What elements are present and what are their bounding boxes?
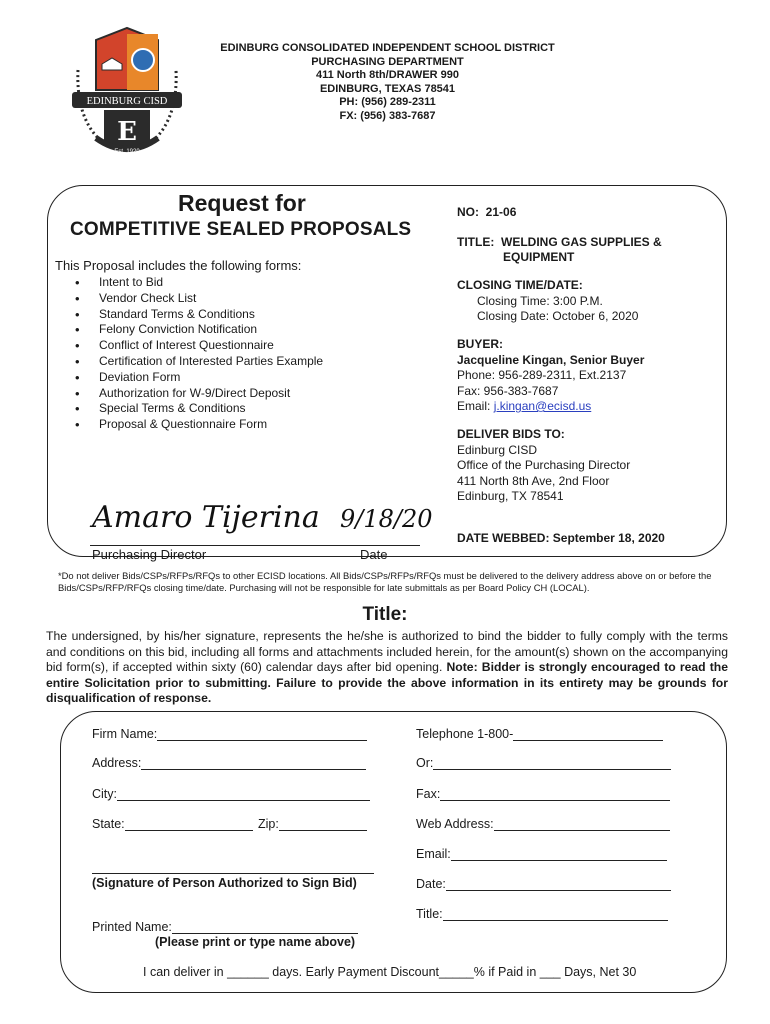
closing-label: CLOSING TIME/DATE:: [457, 278, 583, 292]
form-list-item: • Authorization for W-9/Direct Deposit: [75, 386, 323, 402]
web-address-label: Web Address:: [416, 817, 494, 831]
rfp-number: [457, 205, 516, 219]
closing-date: Closing Date: October 6, 2020: [477, 309, 639, 323]
printed-name-line[interactable]: [172, 921, 358, 934]
rfp-title-value-2: EQUIPMENT: [503, 250, 575, 264]
vendor-date-label: Date:: [416, 877, 446, 891]
deliver-line-1: Edinburg CISD: [457, 442, 538, 457]
director-label: Purchasing Director: [92, 547, 207, 562]
form-list-item: • Standard Terms & Conditions: [75, 307, 323, 323]
seal-letter: E: [117, 117, 137, 147]
deliver-line-4: Edinburg, TX 78541: [457, 489, 564, 503]
rfp-title-line-2: COMPETITIVE SEALED PROPOSALS: [70, 219, 412, 240]
address-line[interactable]: [141, 757, 366, 770]
fax-line: FX: (956) 383-7687: [339, 109, 436, 122]
buyer-label: BUYER:: [457, 337, 504, 351]
vendor-signature-line[interactable]: [92, 873, 374, 874]
signature-line: [90, 545, 420, 546]
form-list-item: • Vendor Check List: [75, 291, 323, 307]
delivery-terms: I can deliver in ______ days. Early Payment Discount_____% if Paid in ___ Days, Net 30: [143, 965, 637, 979]
zip-label: Zip:: [258, 817, 279, 831]
form-list-item: • Proposal & Questionnaire Form: [75, 417, 323, 433]
district-name: EDINBURG CONSOLIDATED INDEPENDENT SCHOOL DISTRICT: [220, 42, 555, 54]
vendor-title-label: Title:: [416, 907, 443, 921]
firm-name-label: Firm Name:: [92, 727, 158, 741]
forms-intro: This Proposal includes the following forms:: [55, 258, 302, 273]
delivery-footnote: *Do not deliver Bids/CSPs/RFPs/RFQs to other ECISD locations. All Bids/CSPs/RFPs/RFQs must be delivered to the delivery address above on or before the Bids/CSPs/RFP/RFQs closing time/date. Purchasing will not be responsible for late submittals as per Board Policy CH (LOCAL).: [58, 570, 712, 593]
deliver-label: DELIVER BIDS TO:: [457, 427, 565, 441]
fax-line[interactable]: [440, 788, 670, 801]
signature-date: 9/18/20: [340, 505, 433, 533]
form-list-item: • Deviation Form: [75, 370, 323, 386]
email-label: Email:: [416, 847, 451, 861]
form-list-item: • Intent to Bid: [75, 275, 323, 291]
state-line[interactable]: [125, 818, 253, 831]
buyer-name: Jacqueline Kingan, Senior Buyer: [457, 352, 645, 367]
city-field[interactable]: [92, 787, 370, 801]
department-name: PURCHASING DEPARTMENT: [311, 55, 464, 68]
rfp-title-line-1: Request for: [178, 190, 306, 216]
rfp-number-value: 21-06: [485, 205, 517, 219]
closing-time: Closing Time: 3:00 P.M.: [477, 293, 603, 308]
state-label: State:: [92, 817, 125, 831]
form-list-item: • Conflict of Interest Questionnaire: [75, 338, 323, 354]
rfp-title: [457, 235, 662, 265]
buyer-email-label: Email:: [457, 399, 491, 413]
firm-name-field[interactable]: [92, 727, 367, 741]
date-webbed: DATE WEBBED: September 18, 2020: [457, 531, 665, 545]
closing-section: [457, 278, 638, 325]
telephone-line[interactable]: [513, 728, 663, 741]
address-line-2: EDINBURG, TEXAS 78541: [319, 82, 456, 95]
date-field[interactable]: [416, 877, 671, 891]
form-list-item: • Special Terms & Conditions: [75, 401, 323, 417]
rfp-title-value-1: WELDING GAS SUPPLIES &: [501, 235, 662, 249]
vendor-signature-caption: (Signature of Person Authorized to Sign Bid): [92, 876, 357, 890]
vendor-certification-title: Title:: [362, 604, 408, 625]
buyer-email-link[interactable]: j.kingan@ecisd.us: [493, 399, 592, 413]
buyer-email-row: [457, 399, 644, 415]
form-list-item: • Felony Conviction Notification: [75, 322, 323, 338]
fax-field[interactable]: [416, 787, 670, 801]
deliver-line-3: 411 North 8th Ave, 2nd Floor: [457, 473, 610, 488]
printed-name-field[interactable]: [92, 920, 358, 934]
buyer-fax: Fax: 956-383-7687: [457, 383, 559, 398]
web-address-field[interactable]: [416, 817, 670, 831]
address-field[interactable]: [92, 756, 366, 770]
firm-name-line[interactable]: [157, 728, 367, 741]
district-header: [200, 42, 575, 123]
vendor-certification-text: [46, 629, 728, 707]
certification-note: Note: Bidder is strongly encouraged to read the entire Solicitation prior to submitting. Failure to provide the above information in its entirety may be grounds for disqualification of response.: [46, 660, 728, 706]
alt-phone-field[interactable]: [416, 756, 671, 770]
vendor-date-line[interactable]: [446, 878, 671, 891]
state-field[interactable]: [92, 817, 253, 831]
rfp-title-label: TITLE:: [457, 235, 495, 249]
deliver-line-2: Office of the Purchasing Director: [457, 458, 631, 472]
seal-banner-text: EDINBURG CISD: [86, 96, 168, 107]
city-line[interactable]: [117, 788, 370, 801]
address-label: Address:: [92, 756, 142, 770]
seal-est: Est. 1920: [114, 149, 140, 155]
district-seal: [68, 20, 186, 160]
vendor-title-line[interactable]: [443, 908, 668, 921]
rfp-number-label: NO:: [457, 205, 479, 219]
email-line[interactable]: [451, 848, 667, 861]
director-signature: Amaro Tijerina: [92, 500, 320, 535]
deliver-section: [457, 427, 630, 505]
printed-name-label: Printed Name:: [92, 920, 172, 934]
certification-text: The undersigned, by his/her signature, represents the he/she is authorized to bind the bidder to fully comply with the terms and conditions on this bid, including all forms and attachments included herein, for the amount(s) shown on the accompanying bid form(s), if accepted within sixty (60) calendar days after bid opening.: [46, 629, 728, 675]
printed-name-caption: (Please print or type name above): [155, 935, 356, 949]
alt-phone-label: Or:: [416, 756, 434, 770]
date-label: Date: [360, 547, 388, 562]
zip-field[interactable]: [258, 817, 367, 831]
telephone-field[interactable]: [416, 727, 663, 741]
phone-line: PH: (956) 289-2311: [339, 96, 436, 108]
form-list-item: • Certification of Interested Parties Example: [75, 354, 323, 370]
fax-label: Fax:: [416, 787, 441, 801]
buyer-phone: Phone: 956-289-2311, Ext.2137: [457, 368, 627, 382]
alt-phone-line[interactable]: [433, 757, 671, 770]
email-field[interactable]: [416, 847, 667, 861]
address-line-1: 411 North 8th/DRAWER 990: [315, 69, 460, 81]
forms-list: [75, 275, 323, 433]
buyer-section: [457, 337, 644, 415]
title-field[interactable]: [416, 907, 668, 921]
telephone-label: Telephone 1-800-: [416, 727, 514, 741]
web-address-line[interactable]: [494, 818, 670, 831]
city-label: City:: [92, 787, 117, 801]
zip-line[interactable]: [279, 818, 367, 831]
